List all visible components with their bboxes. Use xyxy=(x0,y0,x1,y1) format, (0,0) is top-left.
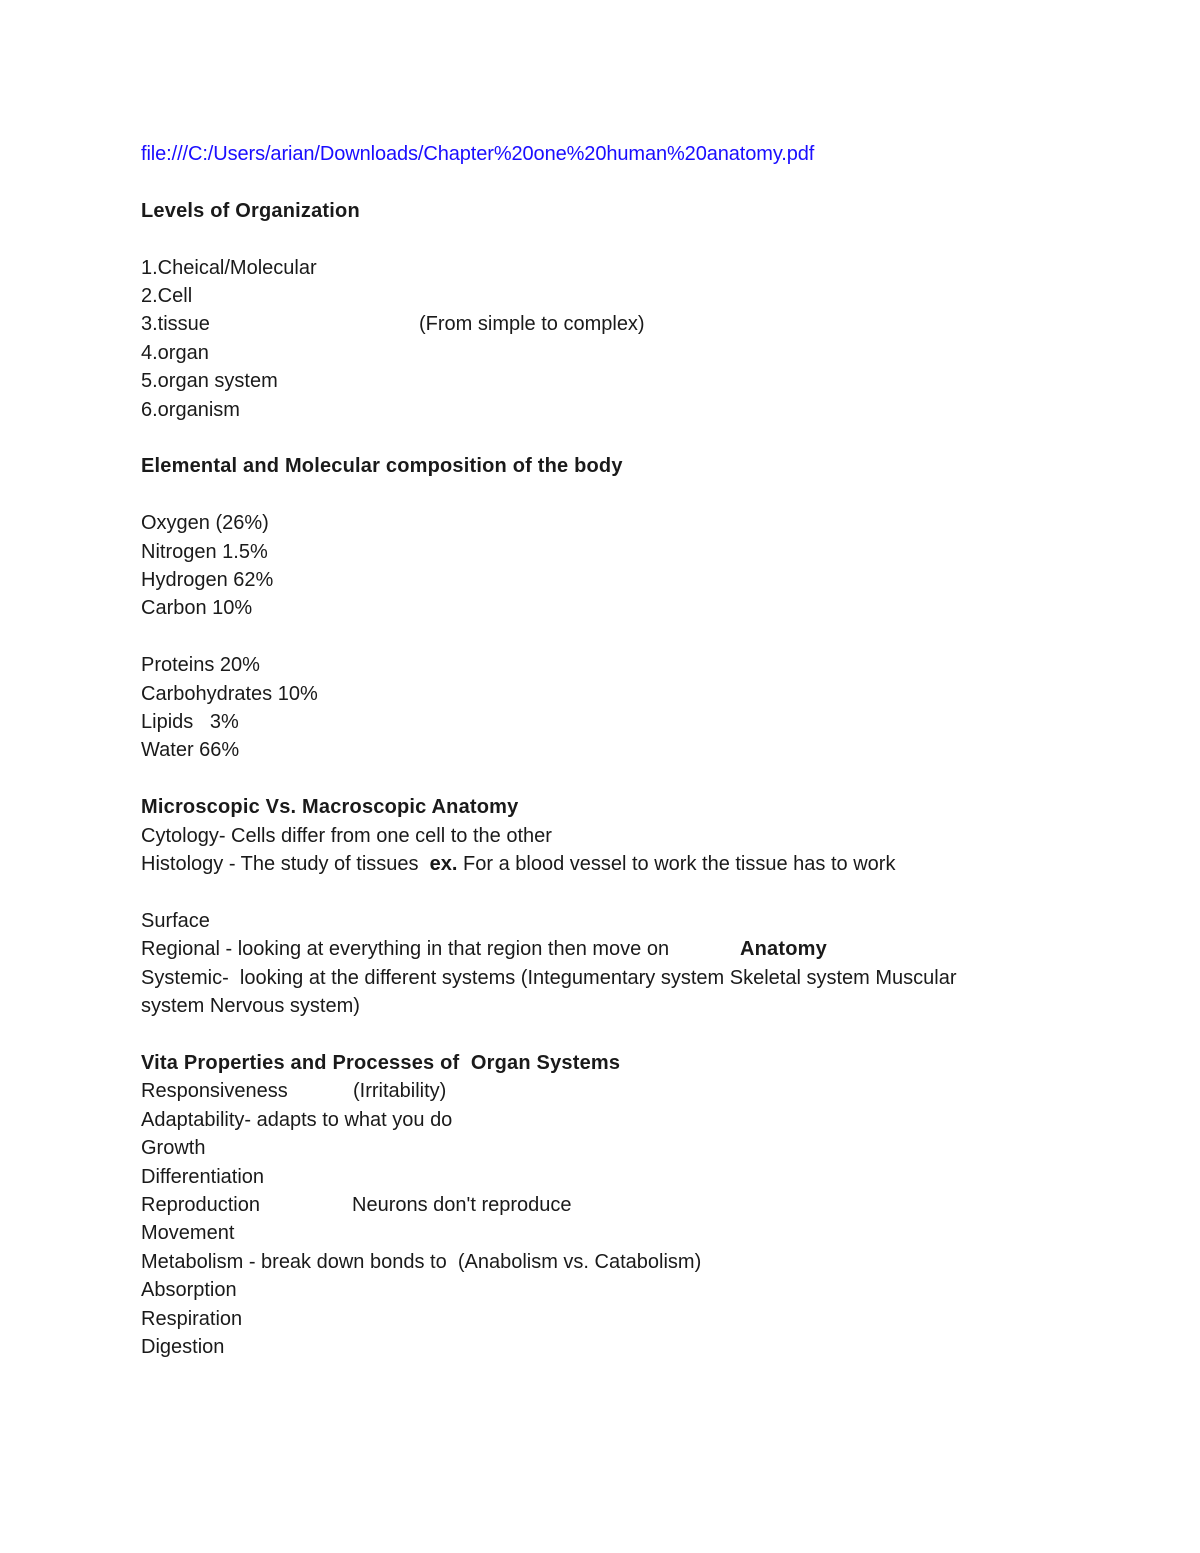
file-link-line xyxy=(141,140,1041,168)
levels-item-3-row xyxy=(141,310,1041,338)
surface-line: Surface xyxy=(141,909,210,932)
document-page xyxy=(141,140,1041,1361)
adaptability-line: Adaptability- adapts to what you do xyxy=(141,1108,453,1131)
histology-text: Histology - The study of tissues xyxy=(141,853,430,876)
histology-suffix: For a blood vessel to work the tissue has to work xyxy=(457,853,896,876)
reproduction-row xyxy=(141,1191,1041,1219)
properties-heading: Vita Properties and Processes of Organ Systems xyxy=(141,1051,621,1074)
anatomy-heading: Microscopic Vs. Macroscopic Anatomy xyxy=(141,796,519,819)
respiration-line: Respiration xyxy=(141,1307,243,1330)
molecule-carbohydrates: Carbohydrates 10% xyxy=(141,682,318,705)
cytology-line: Cytology- Cells differ from one cell to the other xyxy=(141,824,552,847)
spacer xyxy=(141,623,1041,651)
spacer xyxy=(141,878,1041,906)
levels-item-3: 3.tissue xyxy=(141,313,210,336)
digestion-line: Digestion xyxy=(141,1335,225,1358)
levels-item-1: 1.Cheical/Molecular xyxy=(141,256,317,279)
reproduction-note: Neurons don't reproduce xyxy=(352,1193,572,1216)
levels-note: (From simple to complex) xyxy=(419,313,645,336)
metabolism-line: Metabolism - break down bonds to (Anabolism vs. Catabolism) xyxy=(141,1250,702,1273)
element-carbon: Carbon 10% xyxy=(141,597,253,620)
systemic-line-2: system Nervous system) xyxy=(141,995,360,1018)
regional-line: Regional - looking at everything in that region then move on xyxy=(141,938,670,961)
molecule-proteins: Proteins 20% xyxy=(141,654,260,677)
molecule-water: Water 66% xyxy=(141,739,240,762)
responsiveness-row xyxy=(141,1077,1041,1105)
differentiation-line: Differentiation xyxy=(141,1165,265,1188)
growth-line: Growth xyxy=(141,1137,206,1160)
spacer xyxy=(141,424,1041,452)
levels-item-5: 5.organ system xyxy=(141,370,278,393)
regional-row xyxy=(141,935,1041,963)
responsiveness-note: (Irritability) xyxy=(353,1080,447,1103)
regional-anatomy-label: Anatomy xyxy=(740,938,827,961)
spacer xyxy=(141,225,1041,253)
spacer xyxy=(141,481,1041,509)
spacer xyxy=(141,765,1041,793)
levels-heading: Levels of Organization xyxy=(141,199,360,222)
file-link[interactable]: file:///C:/Users/arian/Downloads/Chapter%20one%20human%20anatomy.pdf xyxy=(141,143,815,165)
histology-ex: ex. xyxy=(429,853,458,876)
absorption-line: Absorption xyxy=(141,1279,237,1302)
histology-line xyxy=(141,850,1041,878)
spacer xyxy=(141,168,1041,196)
molecule-lipids: Lipids 3% xyxy=(141,711,239,734)
movement-line: Movement xyxy=(141,1222,235,1245)
composition-heading: Elemental and Molecular composition of the body xyxy=(141,455,623,478)
spacer xyxy=(141,1020,1041,1048)
element-hydrogen: Hydrogen 62% xyxy=(141,569,274,592)
levels-item-6: 6.organism xyxy=(141,398,240,421)
element-oxygen: Oxygen (26%) xyxy=(141,512,269,535)
element-nitrogen: Nitrogen 1.5% xyxy=(141,540,268,563)
responsiveness-line: Responsiveness xyxy=(141,1080,288,1103)
levels-item-4: 4.organ xyxy=(141,341,209,364)
systemic-line-1: Systemic- looking at the different systems (Integumentary system Skeletal system Muscular xyxy=(141,966,957,989)
levels-item-2: 2.Cell xyxy=(141,285,193,307)
reproduction-line: Reproduction xyxy=(141,1193,260,1216)
